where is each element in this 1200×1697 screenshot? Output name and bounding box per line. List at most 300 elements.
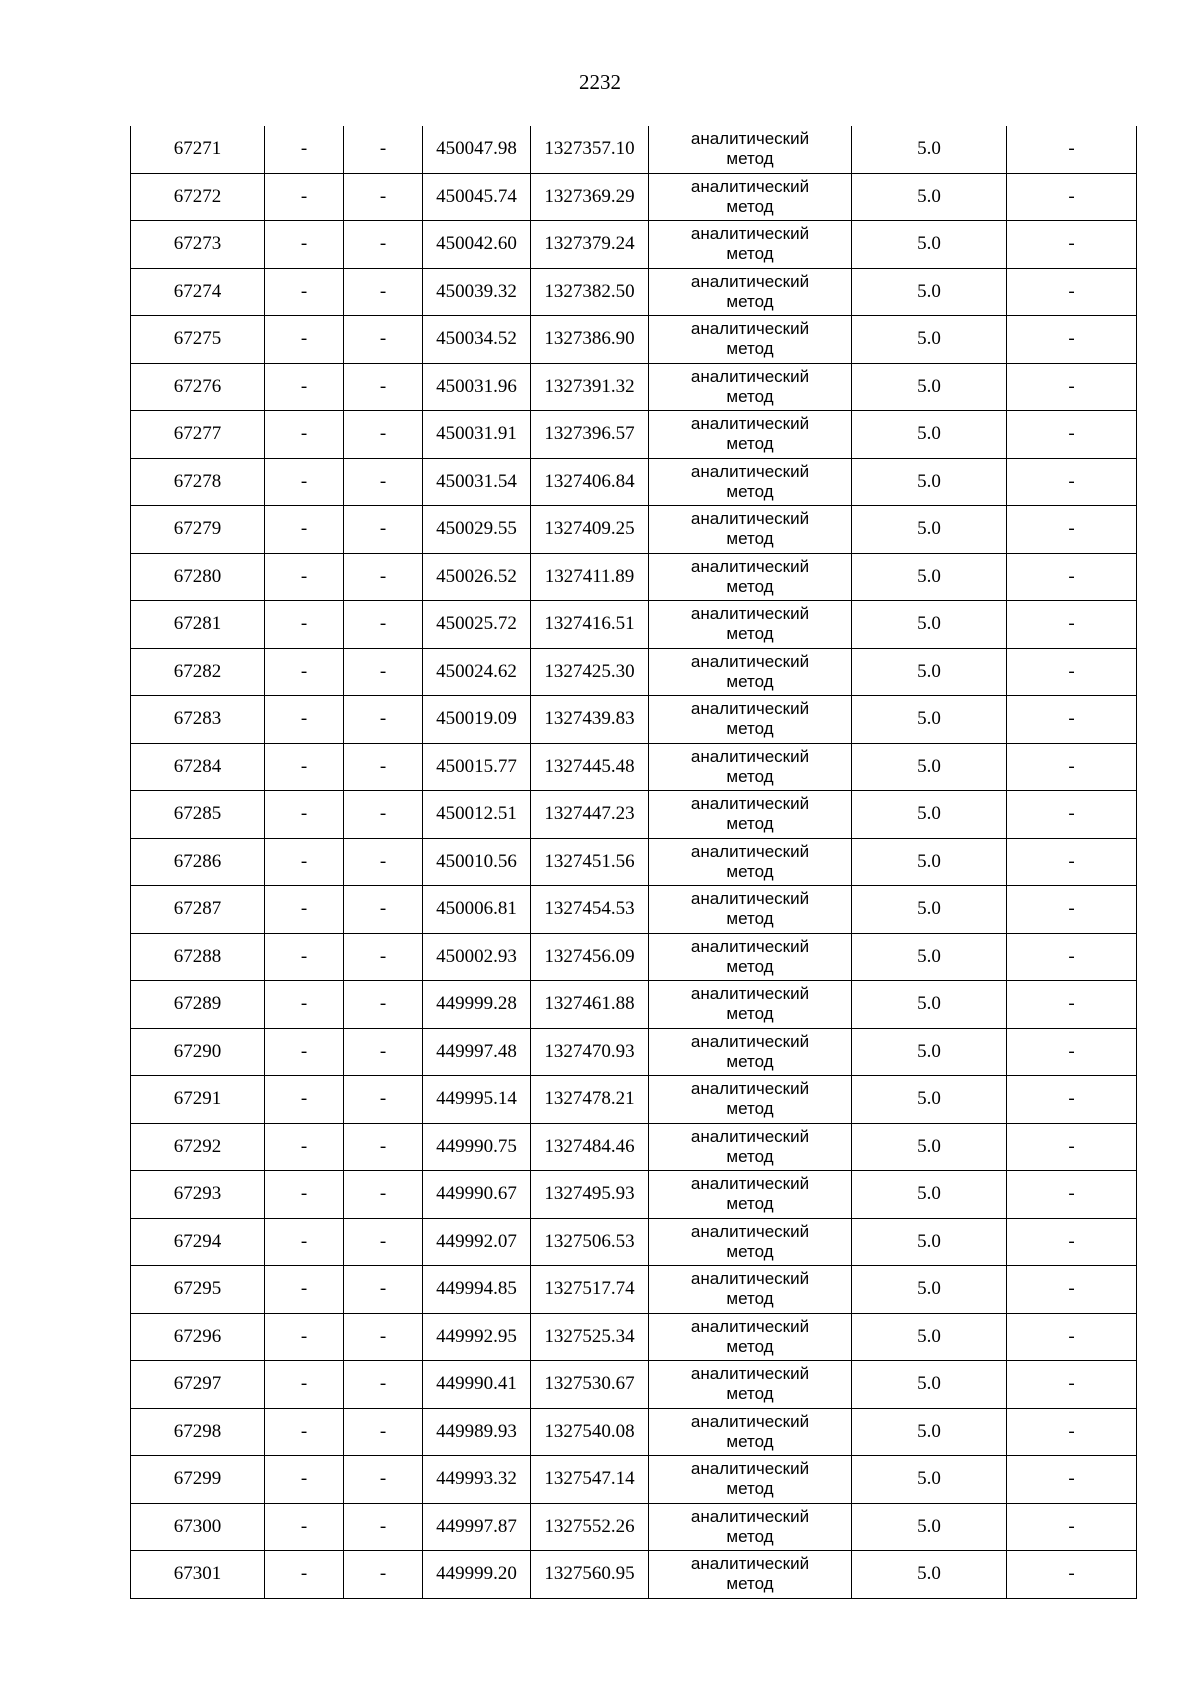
table-row (131, 1456, 1137, 1504)
method-text: метод (726, 861, 774, 881)
method-cell (649, 1313, 852, 1361)
point-number-cell: 67278 (131, 458, 265, 506)
table-row (131, 601, 1137, 649)
y-coordinate-cell: 1327411.89 (531, 553, 649, 601)
method-text: метод (726, 1479, 774, 1499)
column-3-cell: - (344, 886, 423, 934)
column-3-cell: - (344, 1076, 423, 1124)
method-text: метод (726, 291, 774, 311)
y-coordinate-cell: 1327396.57 (531, 411, 649, 459)
accuracy-cell: 5.0 (852, 743, 1007, 791)
column-2-cell: - (265, 506, 344, 554)
column-2-cell: - (265, 458, 344, 506)
accuracy-cell: 5.0 (852, 838, 1007, 886)
table-body (131, 126, 1137, 1598)
column-2-cell: - (265, 1456, 344, 1504)
x-coordinate-cell: 450042.60 (423, 221, 531, 269)
y-coordinate-cell: 1327525.34 (531, 1313, 649, 1361)
x-coordinate-cell: 450026.52 (423, 553, 531, 601)
table-row (131, 1171, 1137, 1219)
method-text: метод (726, 1194, 774, 1214)
table-row (131, 221, 1137, 269)
accuracy-cell: 5.0 (852, 933, 1007, 981)
column-8-cell: - (1007, 791, 1137, 839)
column-3-cell: - (344, 173, 423, 221)
method-text: метод (726, 1574, 774, 1594)
column-3-cell: - (344, 791, 423, 839)
y-coordinate-cell: 1327379.24 (531, 221, 649, 269)
y-coordinate-cell: 1327470.93 (531, 1028, 649, 1076)
column-8-cell: - (1007, 1218, 1137, 1266)
table-row (131, 1028, 1137, 1076)
point-number-cell: 67291 (131, 1076, 265, 1124)
method-text: аналитический (690, 889, 810, 909)
method-cell (649, 1171, 852, 1219)
column-8-cell: - (1007, 696, 1137, 744)
column-2-cell: - (265, 316, 344, 364)
y-coordinate-cell: 1327416.51 (531, 601, 649, 649)
accuracy-cell: 5.0 (852, 506, 1007, 554)
x-coordinate-cell: 450019.09 (423, 696, 531, 744)
y-coordinate-cell: 1327530.67 (531, 1361, 649, 1409)
column-2-cell: - (265, 411, 344, 459)
column-2-cell: - (265, 1218, 344, 1266)
table-row (131, 648, 1137, 696)
y-coordinate-cell: 1327451.56 (531, 838, 649, 886)
column-3-cell: - (344, 696, 423, 744)
column-8-cell: - (1007, 458, 1137, 506)
method-text: аналитический (690, 319, 810, 339)
method-text: аналитический (690, 271, 810, 291)
method-text: метод (726, 1004, 774, 1024)
y-coordinate-cell: 1327439.83 (531, 696, 649, 744)
accuracy-cell: 5.0 (852, 886, 1007, 934)
method-cell (649, 1123, 852, 1171)
column-3-cell: - (344, 838, 423, 886)
y-coordinate-cell: 1327447.23 (531, 791, 649, 839)
method-cell (649, 553, 852, 601)
method-text: аналитический (690, 1411, 810, 1431)
column-8-cell: - (1007, 743, 1137, 791)
method-cell (649, 1266, 852, 1314)
method-text: метод (726, 576, 774, 596)
point-number-cell: 67282 (131, 648, 265, 696)
method-text: аналитический (690, 461, 810, 481)
column-2-cell: - (265, 363, 344, 411)
point-number-cell: 67284 (131, 743, 265, 791)
method-text: метод (726, 1289, 774, 1309)
method-text: метод (726, 1431, 774, 1451)
table-row (131, 363, 1137, 411)
point-number-cell: 67299 (131, 1456, 265, 1504)
x-coordinate-cell: 450015.77 (423, 743, 531, 791)
point-number-cell: 67275 (131, 316, 265, 364)
point-number-cell: 67276 (131, 363, 265, 411)
accuracy-cell: 5.0 (852, 173, 1007, 221)
accuracy-cell: 5.0 (852, 126, 1007, 173)
column-2-cell: - (265, 1361, 344, 1409)
method-text: аналитический (690, 509, 810, 529)
column-8-cell: - (1007, 886, 1137, 934)
point-number-cell: 67296 (131, 1313, 265, 1361)
table-row (131, 1503, 1137, 1551)
accuracy-cell: 5.0 (852, 1123, 1007, 1171)
column-3-cell: - (344, 1456, 423, 1504)
y-coordinate-cell: 1327517.74 (531, 1266, 649, 1314)
column-2-cell: - (265, 173, 344, 221)
y-coordinate-cell: 1327495.93 (531, 1171, 649, 1219)
accuracy-cell: 5.0 (852, 1028, 1007, 1076)
x-coordinate-cell: 450024.62 (423, 648, 531, 696)
x-coordinate-cell: 449989.93 (423, 1408, 531, 1456)
coordinates-table (130, 126, 1137, 1599)
column-8-cell: - (1007, 1028, 1137, 1076)
column-8-cell: - (1007, 1123, 1137, 1171)
method-text: аналитический (690, 129, 810, 149)
point-number-cell: 67290 (131, 1028, 265, 1076)
column-8-cell: - (1007, 268, 1137, 316)
method-cell (649, 268, 852, 316)
point-number-cell: 67289 (131, 981, 265, 1029)
column-3-cell: - (344, 743, 423, 791)
method-text: метод (726, 719, 774, 739)
table-row (131, 458, 1137, 506)
point-number-cell: 67271 (131, 126, 265, 173)
method-cell (649, 981, 852, 1029)
method-text: аналитический (690, 651, 810, 671)
method-cell (649, 1551, 852, 1599)
column-2-cell: - (265, 1266, 344, 1314)
column-2-cell: - (265, 648, 344, 696)
y-coordinate-cell: 1327357.10 (531, 126, 649, 173)
column-2-cell: - (265, 743, 344, 791)
table-row (131, 743, 1137, 791)
point-number-cell: 67287 (131, 886, 265, 934)
y-coordinate-cell: 1327425.30 (531, 648, 649, 696)
method-text: метод (726, 956, 774, 976)
accuracy-cell: 5.0 (852, 1456, 1007, 1504)
column-3-cell: - (344, 1551, 423, 1599)
point-number-cell: 67281 (131, 601, 265, 649)
column-2-cell: - (265, 1076, 344, 1124)
point-number-cell: 67294 (131, 1218, 265, 1266)
accuracy-cell: 5.0 (852, 1408, 1007, 1456)
x-coordinate-cell: 449990.41 (423, 1361, 531, 1409)
column-2-cell: - (265, 221, 344, 269)
method-text: аналитический (690, 1221, 810, 1241)
method-text: аналитический (690, 1459, 810, 1479)
x-coordinate-cell: 450025.72 (423, 601, 531, 649)
point-number-cell: 67273 (131, 221, 265, 269)
method-text: аналитический (690, 1506, 810, 1526)
point-number-cell: 67301 (131, 1551, 265, 1599)
table-row (131, 1123, 1137, 1171)
column-2-cell: - (265, 981, 344, 1029)
y-coordinate-cell: 1327409.25 (531, 506, 649, 554)
method-cell (649, 1408, 852, 1456)
column-8-cell: - (1007, 221, 1137, 269)
point-number-cell: 67288 (131, 933, 265, 981)
method-text: метод (726, 149, 774, 169)
accuracy-cell: 5.0 (852, 411, 1007, 459)
accuracy-cell: 5.0 (852, 1218, 1007, 1266)
y-coordinate-cell: 1327391.32 (531, 363, 649, 411)
method-cell (649, 1076, 852, 1124)
column-3-cell: - (344, 553, 423, 601)
column-3-cell: - (344, 458, 423, 506)
x-coordinate-cell: 450012.51 (423, 791, 531, 839)
x-coordinate-cell: 450034.52 (423, 316, 531, 364)
method-text: аналитический (690, 1316, 810, 1336)
column-3-cell: - (344, 1123, 423, 1171)
table-row (131, 1551, 1137, 1599)
point-number-cell: 67279 (131, 506, 265, 554)
accuracy-cell: 5.0 (852, 316, 1007, 364)
column-2-cell: - (265, 1551, 344, 1599)
column-8-cell: - (1007, 1361, 1137, 1409)
method-cell (649, 1503, 852, 1551)
x-coordinate-cell: 449999.28 (423, 981, 531, 1029)
x-coordinate-cell: 450039.32 (423, 268, 531, 316)
method-text: метод (726, 814, 774, 834)
accuracy-cell: 5.0 (852, 363, 1007, 411)
table-row (131, 791, 1137, 839)
column-3-cell: - (344, 1313, 423, 1361)
column-8-cell: - (1007, 126, 1137, 173)
method-text: метод (726, 196, 774, 216)
column-3-cell: - (344, 1503, 423, 1551)
column-3-cell: - (344, 648, 423, 696)
column-8-cell: - (1007, 838, 1137, 886)
point-number-cell: 67293 (131, 1171, 265, 1219)
method-cell (649, 648, 852, 696)
accuracy-cell: 5.0 (852, 648, 1007, 696)
y-coordinate-cell: 1327454.53 (531, 886, 649, 934)
x-coordinate-cell: 450029.55 (423, 506, 531, 554)
x-coordinate-cell: 450045.74 (423, 173, 531, 221)
accuracy-cell: 5.0 (852, 458, 1007, 506)
accuracy-cell: 5.0 (852, 1361, 1007, 1409)
column-8-cell: - (1007, 1408, 1137, 1456)
method-cell (649, 601, 852, 649)
column-3-cell: - (344, 126, 423, 173)
column-3-cell: - (344, 411, 423, 459)
table-row (131, 838, 1137, 886)
method-cell (649, 743, 852, 791)
method-text: аналитический (690, 1269, 810, 1289)
table-row (131, 1266, 1137, 1314)
method-text: метод (726, 624, 774, 644)
y-coordinate-cell: 1327540.08 (531, 1408, 649, 1456)
method-cell (649, 126, 852, 173)
method-text: аналитический (690, 224, 810, 244)
method-text: аналитический (690, 604, 810, 624)
method-cell (649, 1456, 852, 1504)
column-2-cell: - (265, 886, 344, 934)
y-coordinate-cell: 1327552.26 (531, 1503, 649, 1551)
method-text: аналитический (690, 556, 810, 576)
method-text: метод (726, 1241, 774, 1261)
method-text: аналитический (690, 414, 810, 434)
method-cell (649, 933, 852, 981)
x-coordinate-cell: 449992.07 (423, 1218, 531, 1266)
method-text: метод (726, 1526, 774, 1546)
column-3-cell: - (344, 1028, 423, 1076)
method-cell (649, 221, 852, 269)
method-text: аналитический (690, 1364, 810, 1384)
method-text: метод (726, 339, 774, 359)
method-text: аналитический (690, 841, 810, 861)
accuracy-cell: 5.0 (852, 1076, 1007, 1124)
column-8-cell: - (1007, 1503, 1137, 1551)
accuracy-cell: 5.0 (852, 696, 1007, 744)
point-number-cell: 67286 (131, 838, 265, 886)
column-8-cell: - (1007, 981, 1137, 1029)
column-8-cell: - (1007, 316, 1137, 364)
table-row (131, 1313, 1137, 1361)
accuracy-cell: 5.0 (852, 221, 1007, 269)
column-8-cell: - (1007, 173, 1137, 221)
column-8-cell: - (1007, 553, 1137, 601)
table-row (131, 316, 1137, 364)
method-text: метод (726, 1384, 774, 1404)
column-2-cell: - (265, 696, 344, 744)
x-coordinate-cell: 450002.93 (423, 933, 531, 981)
column-3-cell: - (344, 601, 423, 649)
column-3-cell: - (344, 1361, 423, 1409)
method-text: аналитический (690, 366, 810, 386)
method-cell (649, 506, 852, 554)
method-cell (649, 1028, 852, 1076)
x-coordinate-cell: 449990.67 (423, 1171, 531, 1219)
column-3-cell: - (344, 1266, 423, 1314)
table-row (131, 933, 1137, 981)
accuracy-cell: 5.0 (852, 601, 1007, 649)
column-3-cell: - (344, 933, 423, 981)
table-row (131, 886, 1137, 934)
column-3-cell: - (344, 268, 423, 316)
method-cell (649, 696, 852, 744)
column-2-cell: - (265, 126, 344, 173)
table-row (131, 1361, 1137, 1409)
column-8-cell: - (1007, 1076, 1137, 1124)
column-2-cell: - (265, 553, 344, 601)
point-number-cell: 67298 (131, 1408, 265, 1456)
point-number-cell: 67297 (131, 1361, 265, 1409)
table-row (131, 1408, 1137, 1456)
method-text: аналитический (690, 1554, 810, 1574)
column-8-cell: - (1007, 933, 1137, 981)
column-3-cell: - (344, 981, 423, 1029)
y-coordinate-cell: 1327406.84 (531, 458, 649, 506)
point-number-cell: 67274 (131, 268, 265, 316)
method-text: аналитический (690, 1126, 810, 1146)
method-text: аналитический (690, 1079, 810, 1099)
method-text: метод (726, 671, 774, 691)
table-row (131, 411, 1137, 459)
x-coordinate-cell: 449992.95 (423, 1313, 531, 1361)
column-2-cell: - (265, 1503, 344, 1551)
method-text: метод (726, 529, 774, 549)
method-cell (649, 363, 852, 411)
method-cell (649, 1218, 852, 1266)
y-coordinate-cell: 1327461.88 (531, 981, 649, 1029)
accuracy-cell: 5.0 (852, 1171, 1007, 1219)
table-row (131, 553, 1137, 601)
accuracy-cell: 5.0 (852, 791, 1007, 839)
x-coordinate-cell: 449997.87 (423, 1503, 531, 1551)
column-8-cell: - (1007, 601, 1137, 649)
method-text: метод (726, 1146, 774, 1166)
column-8-cell: - (1007, 411, 1137, 459)
method-text: метод (726, 1051, 774, 1071)
method-text: метод (726, 909, 774, 929)
column-3-cell: - (344, 1408, 423, 1456)
x-coordinate-cell: 449999.20 (423, 1551, 531, 1599)
point-number-cell: 67300 (131, 1503, 265, 1551)
method-cell (649, 316, 852, 364)
column-3-cell: - (344, 221, 423, 269)
method-cell (649, 458, 852, 506)
column-8-cell: - (1007, 1266, 1137, 1314)
column-8-cell: - (1007, 1456, 1137, 1504)
x-coordinate-cell: 449997.48 (423, 1028, 531, 1076)
column-8-cell: - (1007, 1551, 1137, 1599)
y-coordinate-cell: 1327506.53 (531, 1218, 649, 1266)
column-8-cell: - (1007, 648, 1137, 696)
method-text: метод (726, 1336, 774, 1356)
column-3-cell: - (344, 1218, 423, 1266)
method-text: аналитический (690, 699, 810, 719)
accuracy-cell: 5.0 (852, 1266, 1007, 1314)
column-2-cell: - (265, 838, 344, 886)
table-row (131, 268, 1137, 316)
table-row (131, 506, 1137, 554)
method-text: аналитический (690, 1174, 810, 1194)
y-coordinate-cell: 1327445.48 (531, 743, 649, 791)
column-2-cell: - (265, 933, 344, 981)
method-text: аналитический (690, 1031, 810, 1051)
table-row (131, 1218, 1137, 1266)
column-8-cell: - (1007, 506, 1137, 554)
column-2-cell: - (265, 1123, 344, 1171)
point-number-cell: 67283 (131, 696, 265, 744)
y-coordinate-cell: 1327560.95 (531, 1551, 649, 1599)
column-3-cell: - (344, 316, 423, 364)
method-text: метод (726, 434, 774, 454)
method-text: аналитический (690, 176, 810, 196)
column-2-cell: - (265, 1408, 344, 1456)
x-coordinate-cell: 449990.75 (423, 1123, 531, 1171)
point-number-cell: 67272 (131, 173, 265, 221)
table-row (131, 1076, 1137, 1124)
x-coordinate-cell: 450047.98 (423, 126, 531, 173)
accuracy-cell: 5.0 (852, 1551, 1007, 1599)
accuracy-cell: 5.0 (852, 553, 1007, 601)
page-number: 2232 (579, 70, 621, 94)
y-coordinate-cell: 1327386.90 (531, 316, 649, 364)
point-number-cell: 67277 (131, 411, 265, 459)
method-text: аналитический (690, 794, 810, 814)
y-coordinate-cell: 1327369.29 (531, 173, 649, 221)
column-2-cell: - (265, 1313, 344, 1361)
table-row (131, 126, 1137, 173)
y-coordinate-cell: 1327382.50 (531, 268, 649, 316)
x-coordinate-cell: 449995.14 (423, 1076, 531, 1124)
column-2-cell: - (265, 268, 344, 316)
accuracy-cell: 5.0 (852, 268, 1007, 316)
method-text: аналитический (690, 984, 810, 1004)
